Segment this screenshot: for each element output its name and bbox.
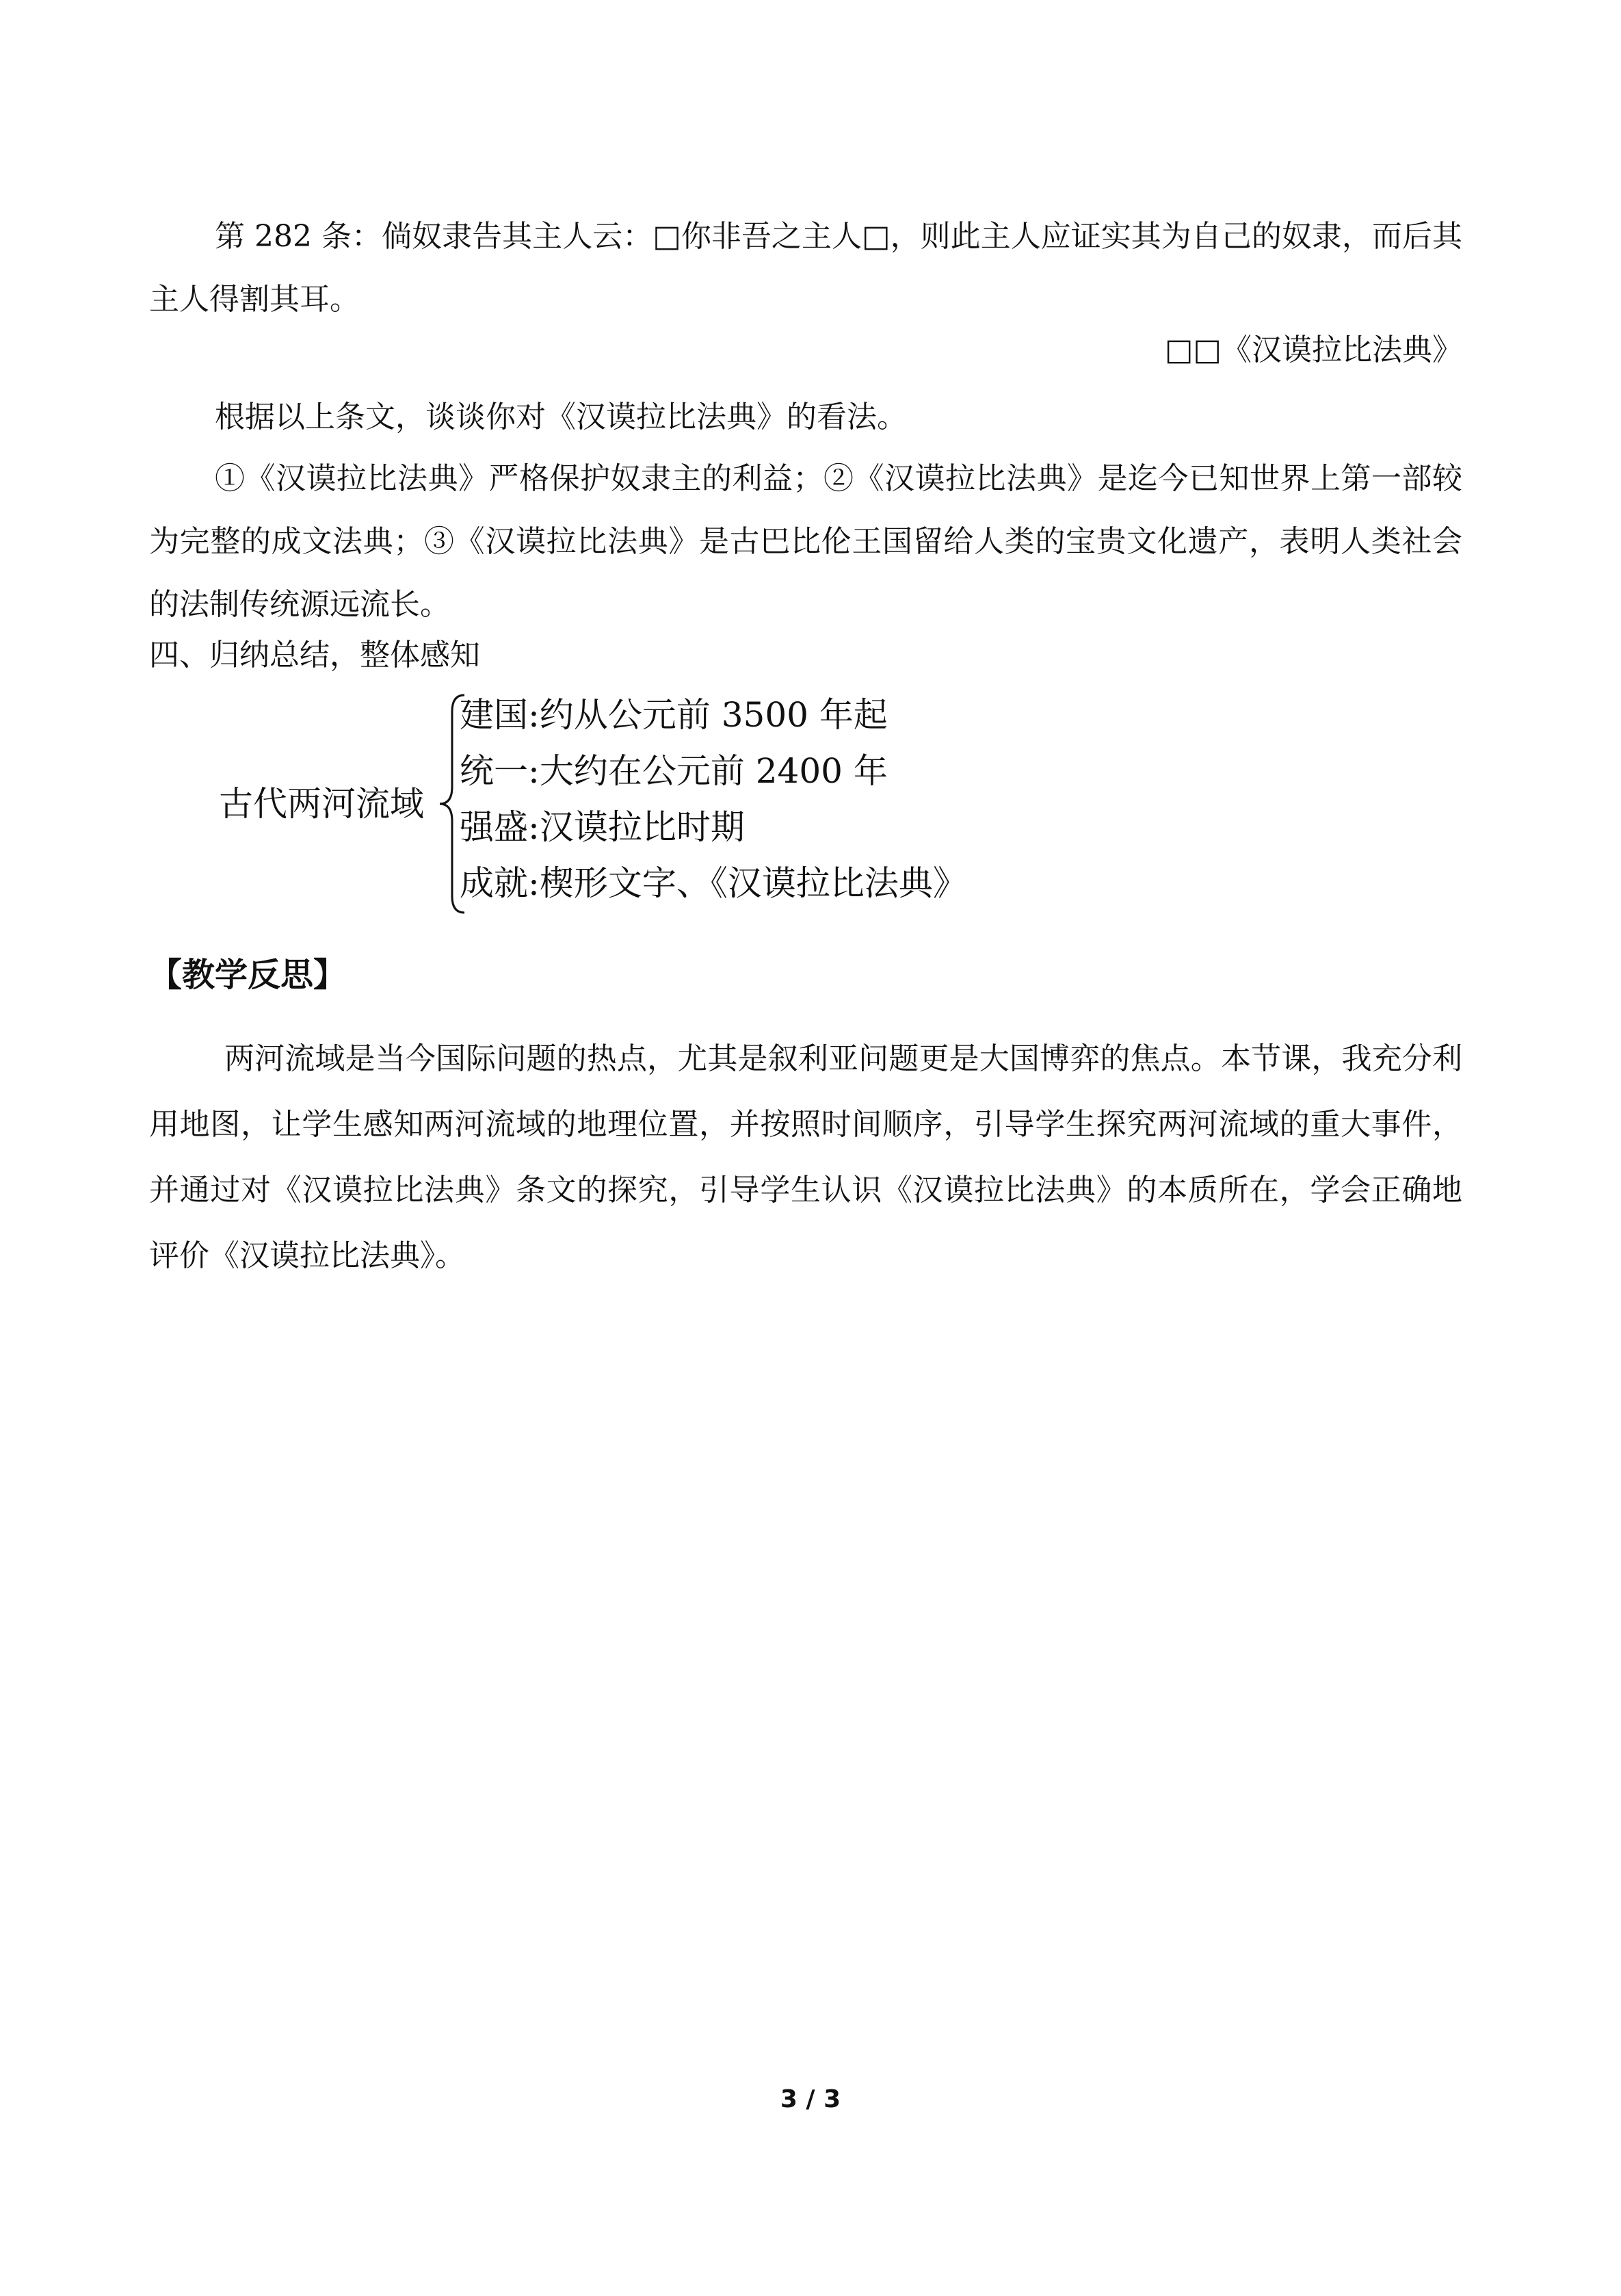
reflection-title: 【教学反思】: [149, 956, 347, 994]
question-paragraph: 根据以上条文，谈谈你对《汉谟拉比法典》的看法。: [215, 400, 907, 434]
page-number: 3 / 3: [780, 2085, 841, 2113]
summary-branch-unification: 统一:大约在公元前 2400 年: [460, 751, 888, 791]
section-four-heading: 四、归纳总结，整体感知: [149, 638, 480, 673]
summary-diagram: [219, 691, 1108, 917]
summary-root-label: 古代两河流域: [219, 784, 424, 824]
source-citation: □□《汉谟拉比法典》: [1164, 332, 1462, 367]
summary-branch-founding: 建国:约从公元前 3500 年起: [460, 695, 888, 735]
article-282-paragraph: 第 282 条：倘奴隶告其主人云：□你非吾之主人□，则此主人应证实其为自己的奴隶，而后其主人得割其耳。: [149, 219, 1462, 317]
summary-branch-prosperity: 强盛:汉谟拉比时期: [460, 807, 745, 847]
reflection-paragraph: 两河流域是当今国际问题的热点，尤其是叙利亚问题更是大国博弈的焦点。本节课，我充分利用地图，让学生感知两河流域的地理位置，并按照时间顺序，引导学生探究两河流域的重大事件，并通过对《汉谟拉比法典》条文的探究，引导学生认识《汉谟拉比法典》的本质所在，学会正确地评价《汉谟拉比法典》。: [149, 1041, 1462, 1273]
summary-branch-achievements: 成就:楔形文字、《汉谟拉比法典》: [460, 863, 967, 903]
answer-paragraph: ①《汉谟拉比法典》严格保护奴隶主的利益；②《汉谟拉比法典》是迄今已知世界上第一部较为完整的成文法典；③《汉谟拉比法典》是古巴比伦王国留给人类的宝贵文化遗产，表明人类社会的法制传统源远流长。: [149, 461, 1462, 622]
